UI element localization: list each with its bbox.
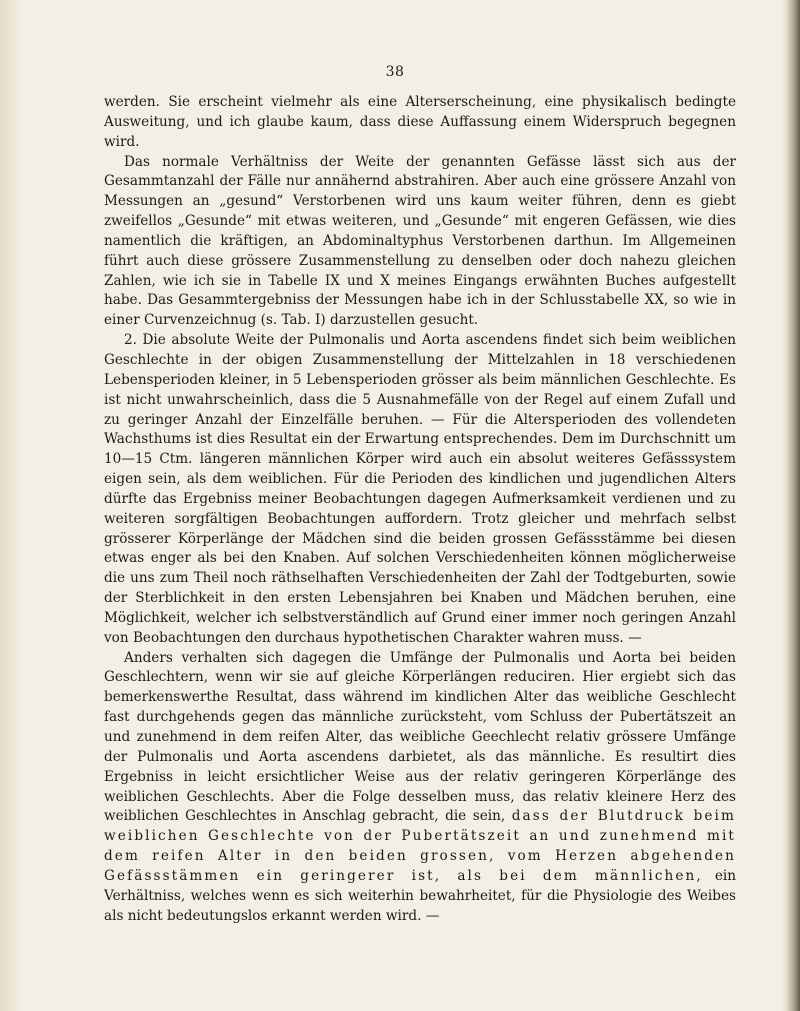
paragraph-absolute-width: 2. Die absolute Weite der Pulmonalis und Aorta ascendens findet sich beim weiblichen Geschlechte in der obigen Zusammenstellung der Mittelzahlen in 18 verschiedenen Lebensperioden kleiner, in 5 Lebensperioden grösser als beim männlichen Geschlechte. Es ist nicht unwahrscheinlich, dass die 5 Ausnahmefälle von der Regel auf einem Zufall und zu geringer Anzahl der Einzelfälle beruhen. — Für die Altersperioden des vollendeten Wachsthums ist dies Resultat ein der Erwartung entsprechendes. Dem im Durchschnitt um 10—15 Ctm. längeren männlichen Körper wird auch ein absolut weiteres Gefässsystem eigen sein, als dem weiblichen. Für die Perioden des kindlichen und jugendlichen Alters dürfte das Ergebniss meiner Beobachtungen dagegen Aufmerksamkeit verdienen und zu weiteren sorgfältigen Beobachtungen auffordern. Trotz gleicher und mehrfach selbst grösserer Körperlänge der Mädchen sind die beiden grossen Gefässstämme bei diesen etwas enger als bei den Knaben. Auf solchen Verschiedenheiten können möglicherweise die uns zum Theil noch räthselhaften Verschiedenheiten der Zahl der Todtgeburten, sowie der Sterblichkeit in den ersten Lebensjahren bei Knaben und Mädchen beruhen, eine Möglichkeit, welcher ich selbstverständlich auf Grund einer immer noch geringen Anzahl von Beobachtungen den durchaus hypothetischen Charakter wahren muss. —	[104, 332, 736, 646]
paragraph-text-before: Anders verhalten sich dagegen die Umfänge der Pulmonalis und Aorta bei beiden Geschlechtern, wenn wir sie auf gleiche Körperlängen reduciren. Hier ergiebt sich das bemerkenswerthe Resultat, dass während im kindlichen Alter das weibliche Geschlecht fast durchgehends gegen das männliche zurücksteht, vom Schluss der Pubertätszeit an und zunehmend in dem reifen Alter, das weibliche Geechlecht relativ grössere Umfänge der Pulmonalis und Aorta ascendens darbietet, als das männliche. Es resultirt dies Ergebniss in leicht ersichtlicher Weise aus der relativ geringeren Körperlänge des weiblichen Geschlechts. Aber die Folge desselben muss, das relativ kleinere Herz des weiblichen Geschlechtes in Anschlag gebracht, die sein,	[104, 649, 736, 825]
paragraph-text-after: , ein Verhältniss, welches wenn es sich weiterhin bewahrheitet, für die Physiologie des Weibes als nicht bedeutungslos erkannt werden wird. —	[104, 867, 736, 924]
paragraph-continuation: werden. Sie erscheint vielmehr als eine Alterserscheinung, eine physikalisch bedingte Ausweitung, und ich glaube kaum, dass diese Auffassung einem Widerspruch begegnen wird.	[104, 94, 736, 150]
page-number: 38	[385, 64, 405, 80]
paragraph-vessel-ratio: Das normale Verhältniss der Weite der genannten Gefässe lässt sich aus der Gesammtanzahl der Fälle nur annähernd abstrahiren. Aber auch eine grössere Anzahl von Messungen an „gesund“ Verstorbenen wird uns kaum weiter führen, denn es giebt zweifellos „Gesunde“ mit etwas weiteren, und „Gesunde“ mit engeren Gefässen, wie dies namentlich die kräftigen, an Abdominaltyphus Verstorbenen darthun. Im Allgemeinen führt auch diese grössere Zusammenstellung zu denselben oder doch nahezu gleichen Zahlen, wie ich sie in Tabelle IX und X meines Eingangs erwähnten Buches aufgestellt habe. Das Gesammtergebniss der Messungen habe ich in der Schlusstabelle XX, so wie in einer Curvenzeichnug (s. Tab. I) darzustellen gesucht.	[104, 153, 736, 329]
paragraph-circumference	[104, 649, 736, 927]
body-text	[104, 93, 736, 926]
emphasized-spaced-text: dass der Blutdruck beim weiblichen Geschlechte von der Pubertätszeit an und zunehmend mit dem reifen Alter in den beiden grossen, vom Herzen abgehenden Gefässstämmen ein geringerer ist, als bei dem männlichen	[104, 808, 736, 884]
left-page-edge	[0, 0, 22, 1011]
right-page-edge	[782, 0, 800, 1011]
